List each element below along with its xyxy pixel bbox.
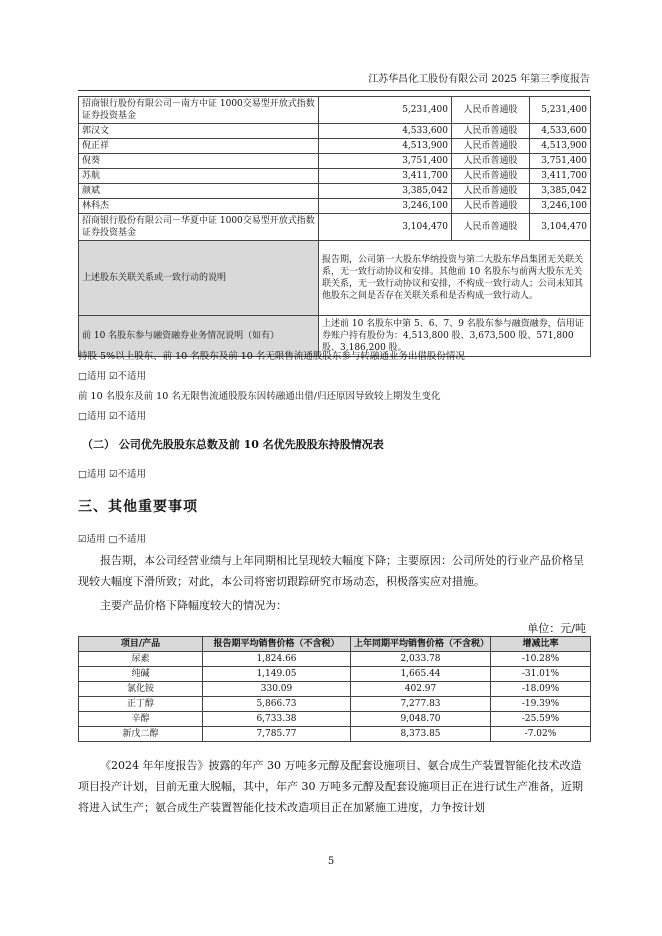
product-name: 新戊二醇 — [79, 727, 203, 742]
product-name: 氯化铵 — [79, 682, 203, 697]
share-quantity: 3,411,700 — [530, 169, 591, 184]
shareholder-name: 颜斌 — [79, 184, 319, 199]
price-row — [79, 697, 591, 712]
shareholder-name: 林科杰 — [79, 199, 319, 214]
share-type: 人民币普通股 — [452, 139, 530, 154]
change-ratio: -10.28% — [491, 652, 591, 667]
prior-price: 8,373.85 — [351, 727, 491, 742]
product-name: 辛醇 — [79, 712, 203, 727]
prior-price: 402.97 — [351, 682, 491, 697]
share-quantity: 3,246,100 — [530, 199, 591, 214]
product-name: 正丁醇 — [79, 697, 203, 712]
margin-trading-label: 前 10 名股东参与融资融券业务情况说明（如有） — [79, 316, 319, 357]
shareholder-row — [79, 169, 591, 184]
share-quantity: 3,385,042 — [530, 184, 591, 199]
project-paragraph: 《2024 年年度报告》披露的年产 30 万吨多元醇及配套设施项目、氨合成生产装置智能化技术改造项目投产计划，目前无重大脱幅，其中，年产 30 万吨多元醇及配套设施项目正在进行试生产准备，近期将进入试生产；氨合成生产装置智能化技术改造项目正在加紧施工进度，力争按计划 — [78, 759, 583, 814]
other-matters-title: 三、其他重要事项 — [78, 499, 198, 515]
shareholder-name: 苏航 — [79, 169, 319, 184]
related-party-row — [79, 241, 591, 316]
related-party-text: 报告期，公司第一大股东华纳投资与第二大股东华昌集团无关联关系，无一致行动协议和安排。其他前 10 名股东与前两大股东无关联关系，无一致行动协议和安排，不构成一致行动人；公司未知其他股东之间是否存在关联关系和是否构成一致行动人。 — [319, 241, 591, 316]
other-matters-check: ☑适用 □不适用 — [78, 534, 147, 545]
change-ratio: -25.59% — [491, 712, 591, 727]
shares-held: 3,246,100 — [319, 199, 452, 214]
change-ratio: -19.39% — [491, 697, 591, 712]
shares-held: 4,513,900 — [319, 139, 452, 154]
shareholder-name: 倪葵 — [79, 154, 319, 169]
share-quantity: 5,231,400 — [530, 97, 591, 124]
share-type: 人民币普通股 — [452, 199, 530, 214]
unit-label: 单位：元/吨 — [527, 622, 586, 635]
shareholder-name: 倪正祥 — [79, 139, 319, 154]
shareholder-row — [79, 199, 591, 214]
lending-check: □适用 ☑不适用 — [78, 371, 147, 382]
change-title: 前 10 名股东及前 10 名无限售流通股股东因转融通出借/归还原因导致较上期发生变化 — [78, 391, 441, 402]
share-type: 人民币普通股 — [452, 184, 530, 199]
shareholder-row — [79, 97, 591, 124]
prior-price: 2,033.78 — [351, 652, 491, 667]
shareholder-row — [79, 139, 591, 154]
performance-paragraph: 报告期，本公司经营业绩与上年同期相比呈现较大幅度下降；主要原因：公司所处的行业产品价格呈现较大幅度下滑所致；对此，本公司将密切跟踪研究市场动态，积极落实应对措施。 — [78, 554, 584, 588]
preferred-check: □适用 ☑不适用 — [78, 469, 147, 480]
preferred-section-title: （二） 公司优先股股东总数及前 10 名优先股股东持股情况表 — [82, 438, 384, 451]
price-table-header — [79, 637, 591, 652]
lending-title: 持股 5%以上股东、前 10 名股东及前 10 名无限售流通股股东参与转融通业务出借股份情况 — [78, 351, 465, 362]
share-quantity: 3,104,470 — [530, 214, 591, 241]
current-price: 5,866.73 — [203, 697, 351, 712]
current-price: 330.09 — [203, 682, 351, 697]
share-quantity: 4,533,600 — [530, 124, 591, 139]
share-quantity: 4,513,900 — [530, 139, 591, 154]
price-intro: 主要产品价格下降幅度较大的情况为： — [100, 599, 287, 612]
related-party-label: 上述股东关联关系或一致行动的说明 — [79, 241, 319, 316]
current-price: 6,733.38 — [203, 712, 351, 727]
shares-held: 3,751,400 — [319, 154, 452, 169]
current-price: 7,785.77 — [203, 727, 351, 742]
price-row — [79, 682, 591, 697]
share-type: 人民币普通股 — [452, 214, 530, 241]
shareholder-name: 招商银行股份有限公司－华夏中证 1000交易型开放式指数证券投资基金 — [79, 214, 319, 241]
shareholder-row — [79, 214, 591, 241]
change-ratio: -7.02% — [491, 727, 591, 742]
shareholder-name: 郭汉文 — [79, 124, 319, 139]
change-ratio: -18.09% — [491, 682, 591, 697]
price-row — [79, 712, 591, 727]
current-price: 1,824.66 — [203, 652, 351, 667]
shares-held: 5,231,400 — [319, 97, 452, 124]
header-change: 增减比率 — [491, 637, 591, 652]
product-name: 尿素 — [79, 652, 203, 667]
prior-price: 7,277.83 — [351, 697, 491, 712]
change-check: □适用 ☑不适用 — [78, 411, 147, 422]
share-quantity: 3,751,400 — [530, 154, 591, 169]
header-current-price: 报告期平均销售价格（不含税） — [203, 637, 351, 652]
product-price-table — [78, 636, 591, 742]
page-number: 5 — [327, 856, 335, 867]
change-ratio: -31.01% — [491, 667, 591, 682]
price-row — [79, 667, 591, 682]
shareholder-name: 招商银行股份有限公司－南方中证 1000交易型开放式指数证券投资基金 — [79, 97, 319, 124]
shareholder-row — [79, 184, 591, 199]
current-price: 1,149.05 — [203, 667, 351, 682]
prior-price: 9,048.70 — [351, 712, 491, 727]
price-row — [79, 727, 591, 742]
top-shareholders-table — [78, 96, 591, 357]
share-type: 人民币普通股 — [452, 169, 530, 184]
share-type: 人民币普通股 — [452, 97, 530, 124]
prior-price: 1,665.44 — [351, 667, 491, 682]
shares-held: 3,411,700 — [319, 169, 452, 184]
shares-held: 4,533,600 — [319, 124, 452, 139]
shares-held: 3,104,470 — [319, 214, 452, 241]
margin-trading-text: 上述前 10 名股东中第 5、6、7、9 名股东参与融资融券，信用证券账户持有股份为：4,513,800 股、3,673,500 股、571,800 股、3,186,200 股。 — [319, 316, 591, 357]
shareholder-row — [79, 124, 591, 139]
header-prior-price: 上年同期平均销售价格（不含税） — [351, 637, 491, 652]
header-product: 项目/产品 — [79, 637, 203, 652]
share-type: 人民币普通股 — [452, 124, 530, 139]
shareholder-row — [79, 154, 591, 169]
share-type: 人民币普通股 — [452, 154, 530, 169]
product-name: 纯碱 — [79, 667, 203, 682]
shares-held: 3,385,042 — [319, 184, 452, 199]
page-header: 江苏华昌化工股份有限公司 2025 年第三季度报告 — [78, 70, 590, 91]
price-row — [79, 652, 591, 667]
